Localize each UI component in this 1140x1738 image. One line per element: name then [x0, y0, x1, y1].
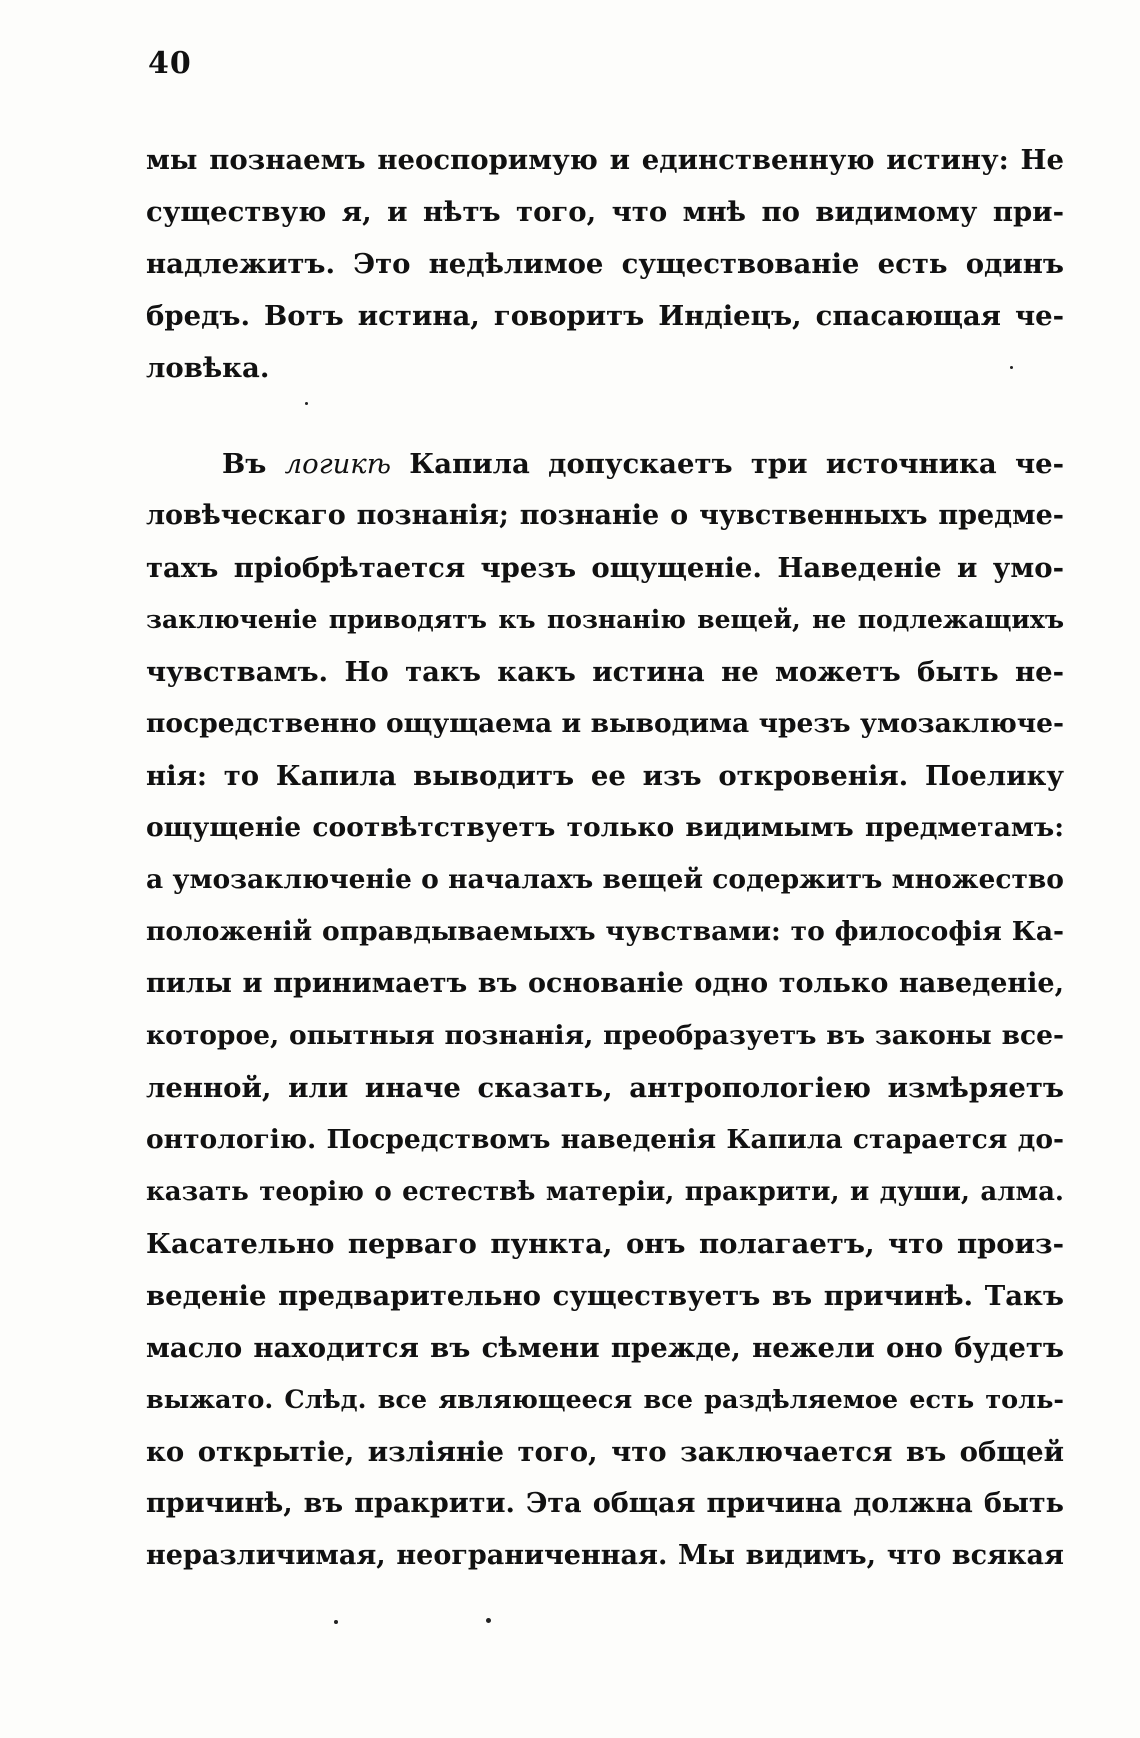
- text-line: мы познаемъ неоспоримую и единственную истину: Не: [146, 144, 1064, 176]
- text-line: существую я, и нѣтъ того, что мнѣ по видимому при-: [146, 196, 1064, 228]
- text-line: ко открытіе, изліяніе того, что заключается въ общей: [146, 1436, 1064, 1468]
- text-line: а умозаключеніе о началахъ вещей содержитъ множество: [146, 864, 1064, 895]
- italic-term: логикѣ: [284, 448, 391, 480]
- print-speck: [1010, 366, 1013, 369]
- text-line: веденіе предварительно существуетъ въ причинѣ. Такъ: [146, 1280, 1064, 1312]
- text-line: онтологію. Посредствомъ наведенія Капила старается до-: [146, 1124, 1064, 1155]
- text-line: причинѣ, въ пракрити. Эта общая причина должна быть: [146, 1488, 1064, 1519]
- text-segment: Въ: [222, 448, 285, 480]
- text-line: ловѣка.: [146, 352, 270, 384]
- text-line: ловѣческаго познанія; познаніе о чувственныхъ предме-: [146, 500, 1064, 531]
- text-line: выжато. Слѣд. все являющееся все раздѣляемое есть толь-: [146, 1385, 1064, 1415]
- text-line: которое, опытныя познанія, преобразуетъ въ законы все-: [146, 1020, 1064, 1051]
- text-line: казать теорію о естествѣ матеріи, пракрити, и души, алма.: [146, 1177, 1064, 1207]
- text-line: масло находится въ сѣмени прежде, нежели оно будетъ: [146, 1332, 1064, 1364]
- page-number: 40: [148, 46, 192, 81]
- text-line: положеній оправдываемыхъ чувствами: то философія Ка-: [146, 916, 1064, 947]
- text-line: бредъ. Вотъ истина, говоритъ Индіецъ, спасающая че-: [146, 300, 1064, 332]
- paragraph-2: [146, 438, 1064, 1582]
- print-speck: [334, 1620, 338, 1624]
- text-line: надлежитъ. Это недѣлимое существованіе есть одинъ: [146, 248, 1064, 280]
- paragraph-1: [146, 134, 1064, 394]
- text-line-first: [146, 438, 1064, 490]
- print-speck: [486, 1618, 491, 1623]
- text-line: тахъ пріобрѣтается чрезъ ощущеніе. Наведеніе и умо-: [146, 552, 1064, 584]
- text-line: нія: то Капила выводитъ ее изъ откровенія. Поелику: [146, 760, 1064, 792]
- text-line: посредственно ощущаема и выводима чрезъ умозаключе-: [146, 708, 1064, 739]
- text-segment: Капила допускаетъ три источника че-: [391, 448, 1064, 480]
- text-line: ощущеніе соотвѣтствуетъ только видимымъ предметамъ:: [146, 812, 1064, 843]
- text-line: ленной, или иначе сказать, антропологіею измѣряетъ: [146, 1072, 1064, 1104]
- text-line: Касательно перваго пункта, онъ полагаетъ, что произ-: [146, 1228, 1064, 1260]
- text-line: неразличимая, неограниченная. Мы видимъ, что всякая: [146, 1540, 1064, 1571]
- text-line: чувствамъ. Но такъ какъ истина не можетъ быть не-: [146, 656, 1064, 688]
- text-line: пилы и принимаетъ въ основаніе одно только наведеніе,: [146, 968, 1064, 999]
- text-line: заключеніе приводятъ къ познанію вещей, не подлежащихъ: [146, 605, 1064, 634]
- print-speck: [305, 402, 308, 405]
